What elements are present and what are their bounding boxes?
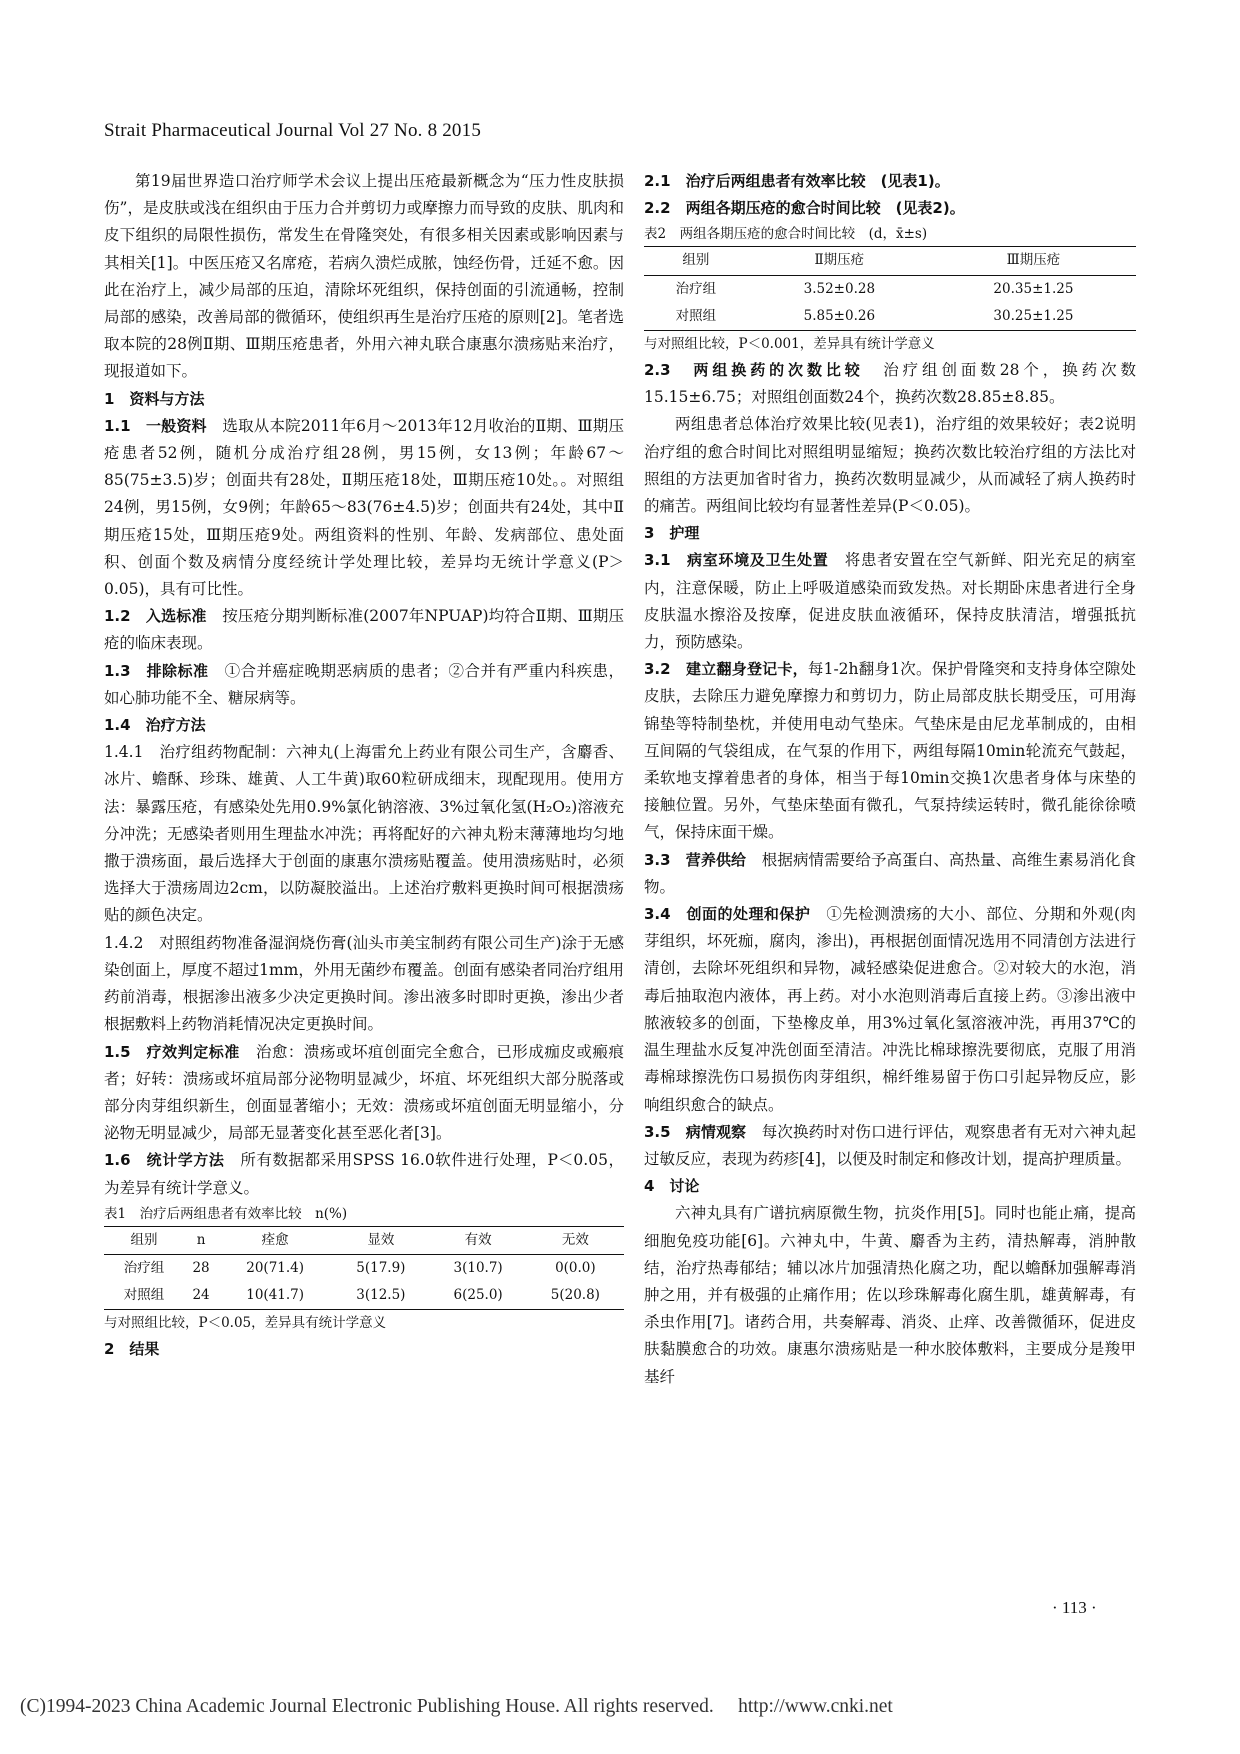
table-2-caption: 表2 两组各期压疮的愈合时间比较 (d，x̄±s) [644,226,928,243]
section-3-3 [644,847,1136,901]
section-3-4 [644,901,1136,1119]
table-cell: 30.25±1.25 [993,307,1074,324]
section-1-3-title: 1.3 排除标准 [104,661,209,680]
table-row [104,1254,624,1282]
table-1-header-row [104,1226,624,1254]
section-2-heading: 2 结果 [104,1340,160,1359]
section-1-6-title: 1.6 统计学方法 [104,1151,225,1170]
section-3-3-body: 根据病情需要给予高蛋白、高热量、高维生素易消化食物。 [644,850,1136,896]
table-1-header-cell: 无效 [561,1231,589,1248]
section-1-2-body: 按压疮分期判断标准(2007年NPUAP)均符合Ⅱ期、Ⅲ期压疮的临床表现。 [104,607,624,653]
table-1 [104,1226,624,1311]
table-cell: 3(10.7) [453,1259,503,1276]
table-1-header-cell: n [196,1231,206,1248]
table-cell: 对照组 [123,1287,165,1304]
discussion-paragraph: 六神丸具有广谱抗病原微生物，抗炎作用[5]。同时也能止痛，提高细胞免疫功能[6]。六神丸中，牛黄、麝香为主药，清热解毒，消肿散结，治疗热毒郁结；辅以冰片加强清热化腐之功，配以蟾酥加强解毒消肿之用，并有极强的止痛作用；佐以珍珠解毒化腐生肌，雄黄解毒，有杀虫作用[7]。诸药合用，共奏解毒、消炎、止痒、改善微循环，促进皮肤黏膜愈合的功效。康惠尔溃疡贴是一种水胶体敷料，主要成分是羧甲基纤 [644,1204,1136,1386]
table-cell: 治疗组 [675,280,717,297]
section-3-2-body: 每1-2h翻身1次。保护骨隆突和支持身体空隙处皮肤，去除压力避免摩擦力和剪切力，防止局部皮肤长期受压，可用海锦垫等特制垫枕，并使用电动气垫床。气垫床是由尼龙革制成的，由相互间隔的气袋组成，在气泵的作用下，两组每隔10min轮流充气鼓起，柔软地支撑着患者的身体，相当于每10min交换1次患者身体与床垫的接触位置。另外，气垫床垫面有微孔，气泵持续运转时，微孔能徐徐喷气，保持床面干燥。 [644,660,1136,842]
section-3-1-body: 将患者安置在空气新鲜、阳光充足的病室内，注意保暖，防止上呼吸道感染而致发热。对长期卧床患者进行全身皮肤温水擦浴及按摩，促进皮肤血液循环，保持皮肤清洁，增强抵抗力，预防感染。 [644,551,1136,652]
table-2-header-cell: 组别 [682,252,710,269]
table-1-note: 与对照组比较，P＜0.05，差异具有统计学意义 [104,1315,387,1332]
section-2-2: 2.2 两组各期压疮的愈合时间比较 (见表2)。 [644,199,965,218]
section-1-4-1-title: 1.4.1 治疗组药物配制： [104,743,286,762]
table-cell: 3.52±0.28 [803,280,876,297]
table-cell: 20.35±1.25 [993,280,1074,297]
section-1-5-title: 1.5 疗效判定标准 [104,1042,240,1061]
table-2-header-cell: Ⅲ期压疮 [1006,252,1061,269]
section-3-1-title: 3.1 病室环境及卫生处置 [644,551,829,570]
section-2-1: 2.1 治疗后两组患者有效率比较 (见表1)。 [644,172,950,190]
section-1-4-2 [104,930,624,1039]
page-number: · 113 · [1052,1598,1097,1617]
section-1-4-2-body: 湿润烧伤膏(汕头市美宝制药有限公司生产)涂于无感染创面上，厚度不超过1mm，外用无菌纱布覆盖。创面有感染者同治疗组用药前消毒，根据渗出液多少决定更换时间。渗出液多时即时更换，渗出少者根据敷料上药物消耗情况决定更换时间。 [104,933,624,1034]
table-cell: 10(41.7) [246,1287,305,1304]
right-column [644,168,1136,1391]
table-1-header-cell: 组别 [130,1231,158,1248]
section-3-5-title: 3.5 病情观察 [644,1122,747,1141]
section-3-4-title: 3.4 创面的处理和保护 [644,905,811,924]
section-1-heading: 1 资料与方法 [104,389,205,408]
table-cell: 5.85±0.26 [803,307,876,324]
table-cell: 20(71.4) [246,1259,305,1276]
section-1-4-1-body: 六神丸(上海雷允上药业有限公司生产，含麝香、冰片、蟾酥、珍珠、雄黄、人工牛黄)取60粒研成细末，现配现用。使用方法：暴露压疮，有感染处先用0.9%氯化钠溶液、3%过氧化氢(H₂O₂)溶液充分冲洗；无感染者则用生理盐水冲洗；再将配好的六神丸粉末薄薄地均匀地撒于溃疡面，最后选择大于创面的康惠尔溃疡贴覆盖。使用溃疡贴时，必须选择大于溃疡周边2cm，以防凝胶溢出。上述治疗敷料更换时间可根据溃疡贴的颜色决定。 [104,743,624,925]
section-3-4-body: ①先检测溃疡的大小、部位、分期和外观(肉芽组织，坏死痂，腐肉，渗出)，再根据创面情况选用不同清创方法进行清创，去除坏死组织和异物，减轻感染促进愈合。②对较大的水泡，消毒后抽取泡内液体，再上药。对小水泡则消毒后直接上药。③渗出液中脓液较多的创面，下垫橡皮单，用3%过氧化氢溶液冲洗，再用37℃的温生理盐水反复冲洗创面至清洁。冲洗比棉球擦洗要彻底，克服了用消毒棉球擦洗伤口易损伤肉芽组织，棉纤维易留于伤口引起异物反应，影响组织愈合的缺点。 [644,905,1136,1114]
section-3-5-body: 每次换药时对伤口进行评估，观察患者有无对六神丸起过敏反应，表现为药疹[4]，以便及时制定和修改计划，提高护理质量。 [644,1122,1136,1168]
table-cell: 5(20.8) [550,1287,600,1304]
table-cell: 28 [192,1259,210,1276]
table-2-header-cell: Ⅱ期压疮 [814,252,865,269]
table-2 [644,246,1136,331]
section-1-3-body: ①合并癌症晚期恶病质的患者；②合并有严重内科疾患，如心肺功能不全、糖尿病等。 [104,661,624,707]
table-row [644,275,1136,303]
section-4-heading: 4 讨论 [644,1177,700,1196]
section-3-5 [644,1119,1136,1173]
summary-paragraph: 两组患者总体治疗效果比较(见表1)，治疗组的效果较好；表2说明治疗组的愈合时间比对照组明显缩短；换药次数比较治疗组的方法比对照组的方法更加省时省力，换药次数明显减少，从而减轻了病人换药时的痛苦。两组间比较均有显著性差异(P＜0.05)。 [644,415,1136,516]
table-2-note: 与对照组比较，P＜0.001，差异具有统计学意义 [644,336,935,353]
left-column [104,168,624,1364]
section-1-4-2-title: 1.4.2 对照组药物准备 [104,933,269,952]
section-1-6-body: 所有数据都采用SPSS 16.0软件进行处理，P＜0.05，为差异有统计学意义。 [104,1151,624,1197]
section-1-5-body: 治愈：溃疡或坏疽创面完全愈合，已形成痂皮或瘢痕者；好转：溃疡或坏疽局部分泌物明显减少，坏疽、坏死组织大部分脱落或部分肉芽组织新生，创面显著缩小；无效：溃疡或坏疽创面无明显缩小，分泌物无明显减少，局部无显著变化甚至恶化者[3]。 [104,1042,624,1143]
section-1-6 [104,1147,624,1201]
section-1-1-body: 选取从本院2011年6月～2013年12月收治的Ⅱ期、Ⅲ期压疮患者52例，随机分成治疗组28例，男15例，女13例；年龄67～85(75±3.5)岁；创面共有28处，Ⅱ期压疮18处，Ⅲ期压疮10处。。对照组24例，男15例，女9例；年龄65～83(76±4.5)岁；创面共有24处，其中Ⅱ期压疮15处，Ⅲ期压疮9处。两组资料的性别、年龄、发病部位、患处面积、创面个数及病情分度经统计学处理比较，差异均无统计学意义(P＞0.05)，具有可比性。 [104,416,624,599]
section-1-4-heading: 1.4 治疗方法 [104,716,206,735]
table-2-header-row [644,247,1136,275]
table-1-caption: 表1 治疗后两组患者有效率比较 n(%) [104,1205,348,1222]
table-cell: 0(0.0) [555,1259,596,1276]
section-3-1 [644,547,1136,656]
table-row [104,1282,624,1310]
section-2-3 [644,357,1136,411]
table-cell: 3(12.5) [356,1287,406,1304]
section-1-4-1 [104,739,624,929]
table-1-header-cell: 有效 [464,1231,492,1248]
section-1-2 [104,603,624,657]
intro-paragraph: 第19届世界造口治疗师学术会议上提出压疮最新概念为“压力性皮肤损伤”，是皮肤或浅在组织由于压力合并剪切力或摩擦力而导致的皮肤、肌肉和皮下组织的局限性损伤，常发生在骨隆突处，有很多相关因素或影响因素与其相关[1]。中医压疮又名席疮，若病久溃烂成脓，蚀经伤骨，迁延不愈。因此在治疗上，减少局部的压迫，清除坏死组织，保持创面的引流通畅，控制局部的感染，改善局部的微循环，使组织再生是治疗压疮的原则[2]。笔者选取本院的28例Ⅱ期、Ⅲ期压疮患者，外用六神丸联合康惠尔溃疡贴来治疗，现报道如下。 [104,172,624,381]
table-1-header-cell: 显效 [367,1231,395,1248]
table-cell: 5(17.9) [356,1259,406,1276]
section-3-3-title: 3.3 营养供给 [644,850,747,869]
copyright-footer: (C)1994-2023 China Academic Journal Electronic Publishing House. All rights reserved. http://www.cnki.net [20,1696,893,1717]
section-1-5 [104,1039,624,1148]
section-1-2-title: 1.2 入选标准 [104,607,207,626]
journal-header: Strait Pharmaceutical Journal Vol 27 No. 8 2015 [104,120,482,141]
table-row [644,303,1136,331]
table-1-header-cell: 痊愈 [261,1231,289,1248]
section-1-3 [104,658,624,712]
table-cell: 24 [192,1287,210,1304]
section-1-1 [104,413,624,603]
section-2-3-title: 2.3 两组换药的次数比较 [644,361,864,380]
section-3-2-title: 3.2 建立翻身登记卡， [644,660,808,679]
section-3-heading: 3 护理 [644,524,700,543]
table-cell: 6(25.0) [453,1287,503,1304]
table-cell: 治疗组 [123,1259,165,1276]
table-cell: 对照组 [675,307,717,324]
section-1-1-title: 1.1 一般资料 [104,416,207,435]
section-2-3-body: 治疗组创面数28个，换药次数15.15±6.75；对照组创面数24个，换药次数28.85±8.85。 [644,361,1136,407]
section-3-2 [644,656,1136,846]
